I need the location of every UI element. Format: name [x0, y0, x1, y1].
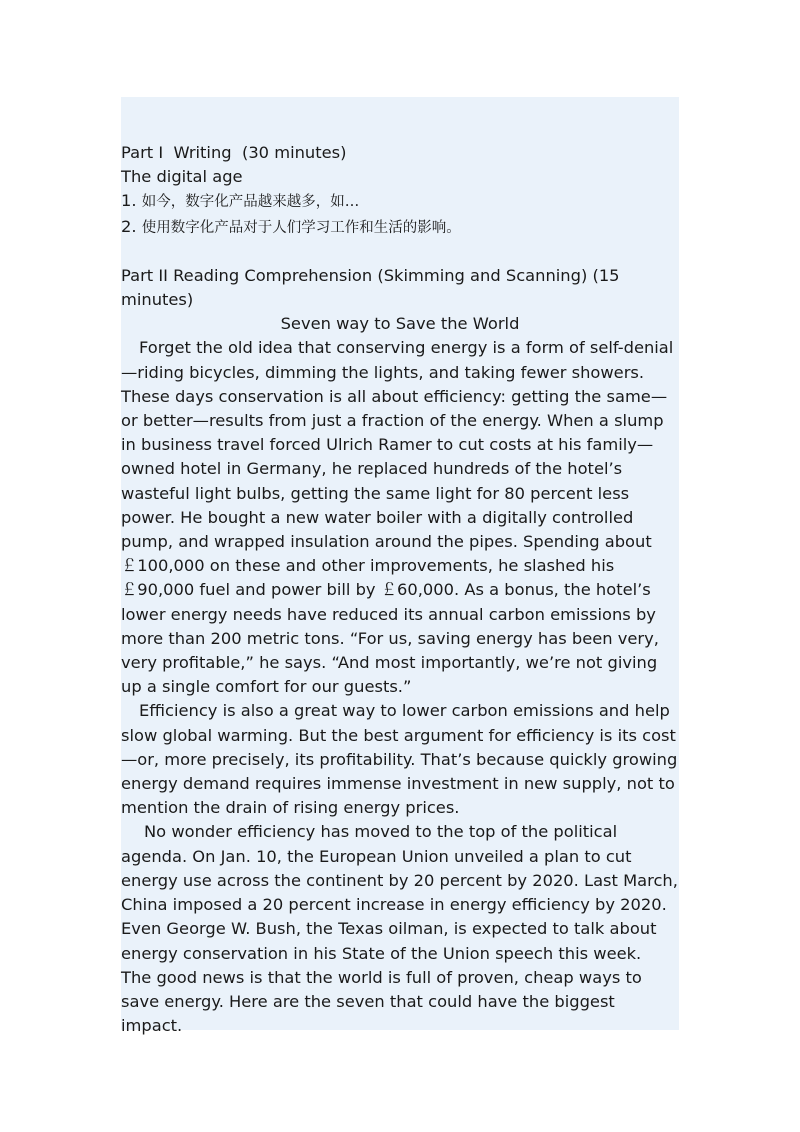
item-number: 1.: [121, 191, 142, 211]
writing-item-2: [121, 215, 679, 240]
essay-topic: The digital age: [121, 167, 243, 187]
paragraph-line: slow global warming. But the best argument for efficiency is its cost: [121, 725, 676, 745]
paragraph-line: ￡90,000 fuel and power bill by ￡60,000. As a bonus, the hotel’s: [121, 580, 651, 600]
paragraph-line: owned hotel in Germany, he replaced hundreds of the hotel’s: [121, 459, 623, 479]
item-number: 2.: [121, 216, 142, 236]
paragraph-line: agenda. On Jan. 10, the European Union unveiled a plan to cut: [121, 846, 632, 866]
paragraph-line: or better—results from just a fraction of the energy. When a slump: [121, 411, 664, 431]
paragraph-2: [121, 699, 679, 820]
paragraph-line: impact.: [121, 1016, 183, 1036]
paragraph-line: No wonder efficiency has moved to the top of the political: [144, 822, 618, 842]
paragraph-line: save energy. Here are the seven that could have the biggest: [121, 991, 615, 1011]
paragraph-line: mention the drain of rising energy prices.: [121, 798, 460, 818]
paragraph-line: The good news is that the world is full of proven, cheap ways to: [121, 967, 642, 987]
paragraph-1: [121, 336, 679, 699]
part2-heading-line2: minutes): [121, 290, 194, 310]
item-text: 如今，数字化产品越来越多，如…: [141, 194, 360, 211]
section-gap: [121, 240, 679, 264]
paragraph-line: energy conservation in his State of the Union speech this week.: [121, 943, 642, 963]
paragraph-line: —riding bicycles, dimming the lights, and taking fewer showers.: [121, 362, 645, 382]
document-page: [121, 97, 679, 1036]
paragraph-line: These days conservation is all about efficiency: getting the same—: [121, 386, 668, 406]
paragraph-line: Forget the old idea that conserving energy is a form of self-denial: [139, 338, 674, 358]
paragraph-line: lower energy needs have reduced its annual carbon emissions by: [121, 604, 656, 624]
paragraph-line: Efficiency is also a great way to lower carbon emissions and help: [139, 701, 670, 721]
item-text: 使用数字化产品对于人们学习工作和生活的影响。: [141, 219, 461, 236]
writing-item-1: [121, 189, 679, 214]
part1-heading: Part I Writing (30 minutes): [121, 143, 347, 162]
paragraph-line: in business travel forced Ulrich Ramer to cut costs at his family—: [121, 435, 654, 455]
paragraph-line: China imposed a 20 percent increase in energy efficiency by 2020.: [121, 895, 667, 915]
paragraph-line: very profitable,” he says. “And most importantly, we’re not giving: [121, 653, 658, 673]
paragraph-line: power. He bought a new water boiler with a digitally controlled: [121, 507, 634, 527]
paragraph-line: wasteful light bulbs, getting the same light for 80 percent less: [121, 483, 630, 503]
article-title: Seven way to Save the World: [280, 314, 520, 334]
paragraph-line: ￡100,000 on these and other improvements, he slashed his: [121, 556, 615, 576]
paragraph-line: energy demand requires immense investment in new supply, not to: [121, 774, 675, 794]
paragraph-line: energy use across the continent by 20 percent by 2020. Last March,: [121, 870, 678, 890]
paragraph-line: more than 200 metric tons. “For us, saving energy has been very,: [121, 628, 659, 648]
paragraph-line: up a single comfort for our guests.”: [121, 677, 412, 697]
paragraph-line: —or, more precisely, its profitability. That’s because quickly growing: [121, 749, 678, 769]
paragraph-3: [121, 820, 679, 1038]
paragraph-line: Even George W. Bush, the Texas oilman, is expected to talk about: [121, 919, 657, 939]
part2-heading-line1: Part II Reading Comprehension (Skimming and Scanning) (15: [121, 265, 620, 285]
paragraph-line: pump, and wrapped insulation around the pipes. Spending about: [121, 532, 652, 552]
